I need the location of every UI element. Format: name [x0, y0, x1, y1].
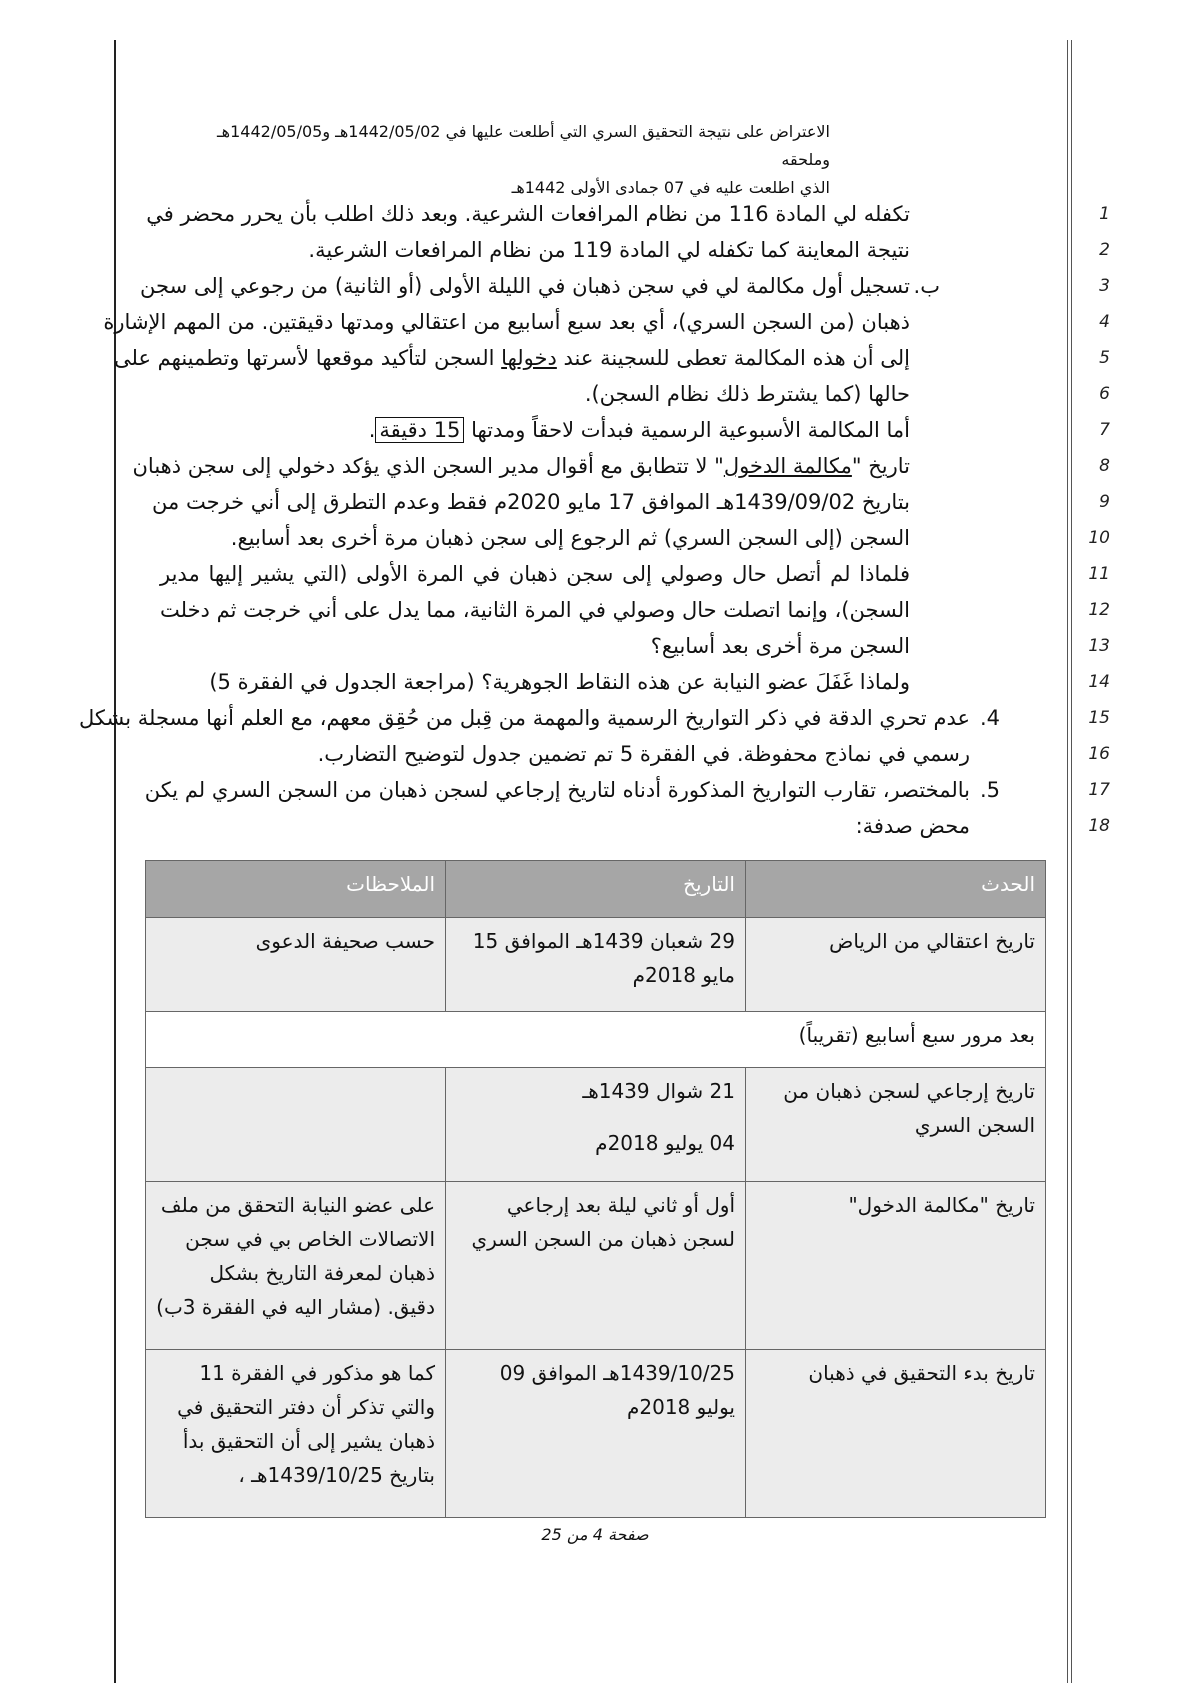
line-number: 9 — [1099, 492, 1110, 512]
line-text: أما المكالمة الأسبوعية الرسمية فبدأت لاحقاً ومدتها — [464, 418, 910, 442]
text-line-5 — [114, 340, 1110, 376]
events-table — [145, 860, 1046, 1518]
span-cell: بعد مرور سبع أسابيع (تقريباً) — [146, 1012, 1046, 1068]
line-text: . — [368, 418, 376, 442]
table-row — [146, 1182, 1046, 1350]
header-event: الحدث — [746, 861, 1046, 918]
text-line-18 — [160, 808, 1110, 844]
right-margin-line-outer — [1067, 40, 1068, 1683]
line-text: بتاريخ 1439/09/02هـ الموافق 17 مايو 2020م فقط وعدم التطرق إلى أني خرجت من — [152, 490, 910, 514]
underlined-text: مكالمة الدخول — [723, 454, 852, 478]
line-number: 3 — [1099, 276, 1110, 296]
header-line-2: الذي اطلعت عليه في 07 جمادى الأولى 1442هـ — [511, 178, 830, 197]
date-cell: 29 شعبان 1439هـ الموافق 15 مايو 2018م — [446, 918, 746, 1012]
line-number: 11 — [1088, 564, 1110, 584]
text-line-6 — [160, 376, 1110, 412]
date-gregorian: 04 يوليو 2018م — [595, 1131, 735, 1155]
table-row — [146, 1068, 1046, 1182]
table-row — [146, 918, 1046, 1012]
line-text: محض صدفة: — [855, 814, 970, 838]
line-number: 2 — [1099, 240, 1110, 260]
line-text: فلماذا لم أتصل حال وصولي إلى سجن ذهبان في المرة الأولى (التي يشير إليها مدير — [160, 562, 910, 586]
line-text: عدم تحري الدقة في ذكر التواريخ الرسمية والمهمة من قِبل من حُقِق معهم، مع العلم أنها مسجلة بشكل — [78, 706, 970, 730]
line-number: 6 — [1099, 384, 1110, 404]
text-line-9 — [152, 484, 1110, 520]
text-line-12 — [160, 592, 1110, 628]
line-text: بالمختصر، تقارب التواريخ المذكورة أدناه لتاريخ إرجاعي لسجن ذهبان من السجن السري لم يكن — [144, 778, 970, 802]
line-text: ولماذا غَفَلَ عضو النيابة عن هذه النقاط الجوهرية؟ (مراجعة الجدول في الفقرة 5) — [209, 670, 910, 694]
line-number: 8 — [1099, 456, 1110, 476]
line-number: 12 — [1088, 600, 1110, 620]
notes-cell: على عضو النيابة التحقق من ملف الاتصالات الخاص بي في سجن ذهبان لمعرفة التاريخ بشكل دقيق. (مشار اليه في الفقرة 3ب) — [146, 1182, 446, 1350]
line-number: 1 — [1099, 204, 1110, 224]
text-line-10 — [160, 520, 1110, 556]
text-line-4 — [103, 304, 1110, 340]
date-cell — [446, 1068, 746, 1182]
document-header — [170, 118, 830, 202]
header-notes: الملاحظات — [146, 861, 446, 918]
event-cell: تاريخ بدء التحقيق في ذهبان — [746, 1350, 1046, 1518]
line-number: 15 — [1088, 708, 1110, 728]
underlined-text: دخولها — [501, 346, 557, 370]
text-line-7 — [160, 412, 1110, 448]
line-text: ذهبان (من السجن السري)، أي بعد سبع أسابيع من اعتقالي ومدتها دقيقتين. من المهم الإشارة — [103, 310, 910, 334]
text-line-2 — [160, 232, 1110, 268]
line-text: تاريخ " — [851, 454, 910, 478]
line-text: نتيجة المعاينة كما تكفله لي المادة 119 من نظام المرافعات الشرعية. — [308, 238, 910, 262]
line-number: 4 — [1099, 312, 1110, 332]
header-line-1: الاعتراض على نتيجة التحقيق السري التي أطلعت عليها في 1442/05/02هـ و1442/05/05هـ وملحقه — [216, 122, 830, 169]
line-text: إلى أن هذه المكالمة تعطى للسجينة عند — [556, 346, 910, 370]
date-cell: 1439/10/25هـ الموافق 09 يوليو 2018م — [446, 1350, 746, 1518]
text-line-17 — [144, 772, 1110, 808]
line-number: 7 — [1099, 420, 1110, 440]
text-line-3 — [140, 268, 1110, 304]
line-number: 17 — [1088, 780, 1110, 800]
page-footer: صفحة 4 من 25 — [541, 1525, 649, 1544]
line-text: السجن لتأكيد موقعها لأسرتها وتطمينهم على — [114, 346, 502, 370]
line-text: رسمي في نماذج محفوظة. في الفقرة 5 تم تضمين جدول لتوضيح التضارب. — [317, 742, 970, 766]
item-label: 5. — [979, 778, 1000, 802]
line-text: السجن (إلى السجن السري) ثم الرجوع إلى سجن ذهبان مرة أخرى بعد أسابيع. — [230, 526, 910, 550]
table-header-row — [146, 861, 1046, 918]
date-hijri: 21 شوال 1439هـ — [582, 1079, 735, 1103]
line-number: 16 — [1088, 744, 1110, 764]
event-cell: تاريخ "مكالمة الدخول" — [746, 1182, 1046, 1350]
line-text: حالها (كما يشترط ذلك نظام السجن). — [584, 382, 910, 406]
line-number: 14 — [1088, 672, 1110, 692]
date-cell: أول أو ثاني ليلة بعد إرجاعي لسجن ذهبان من السجن السري — [446, 1182, 746, 1350]
text-line-1 — [146, 196, 1110, 232]
notes-cell: حسب صحيفة الدعوى — [146, 918, 446, 1012]
line-text: السجن)، وإنما اتصلت حال وصولي في المرة الثانية، مما يدل على أني خرجت ثم دخلت — [160, 598, 910, 622]
text-line-15 — [78, 700, 1110, 736]
right-margin-line-inner — [1071, 40, 1072, 1683]
text-line-8 — [132, 448, 1110, 484]
notes-cell: كما هو مذكور في الفقرة 11 والتي تذكر أن دفتر التحقيق في ذهبان يشير إلى أن التحقيق بدأ بتاريخ 1439/10/25هـ ، — [146, 1350, 446, 1518]
event-cell: تاريخ إرجاعي لسجن ذهبان من السجن السري — [746, 1068, 1046, 1182]
text-line-11 — [160, 556, 1110, 592]
table-row-span — [146, 1012, 1046, 1068]
line-number: 10 — [1088, 528, 1110, 548]
line-number: 18 — [1088, 816, 1110, 836]
header-date: التاريخ — [446, 861, 746, 918]
left-margin-line — [114, 40, 116, 1683]
line-text: السجن مرة أخرى بعد أسابيع؟ — [650, 634, 910, 658]
text-line-14 — [160, 664, 1110, 700]
line-number: 13 — [1088, 636, 1110, 656]
item-label: ب. — [913, 274, 940, 298]
text-line-13 — [160, 628, 1110, 664]
text-line-16 — [160, 736, 1110, 772]
document-body — [78, 196, 1110, 844]
line-text: تسجيل أول مكالمة لي في سجن ذهبان في الليلة الأولى (أو الثانية) من رجوعي إلى سجن — [140, 274, 910, 298]
line-text: تكفله لي المادة 116 من نظام المرافعات الشرعية. وبعد ذلك اطلب بأن يحرر محضر في — [146, 202, 910, 226]
line-number: 5 — [1099, 348, 1110, 368]
line-text: " لا تتطابق مع أقوال مدير السجن الذي يؤكد دخولي إلى سجن ذهبان — [132, 454, 724, 478]
notes-cell — [146, 1068, 446, 1182]
item-label: 4. — [979, 706, 1000, 730]
table-row — [146, 1350, 1046, 1518]
event-cell: تاريخ اعتقالي من الرياض — [746, 918, 1046, 1012]
boxed-text: 15 دقيقة — [375, 417, 464, 443]
